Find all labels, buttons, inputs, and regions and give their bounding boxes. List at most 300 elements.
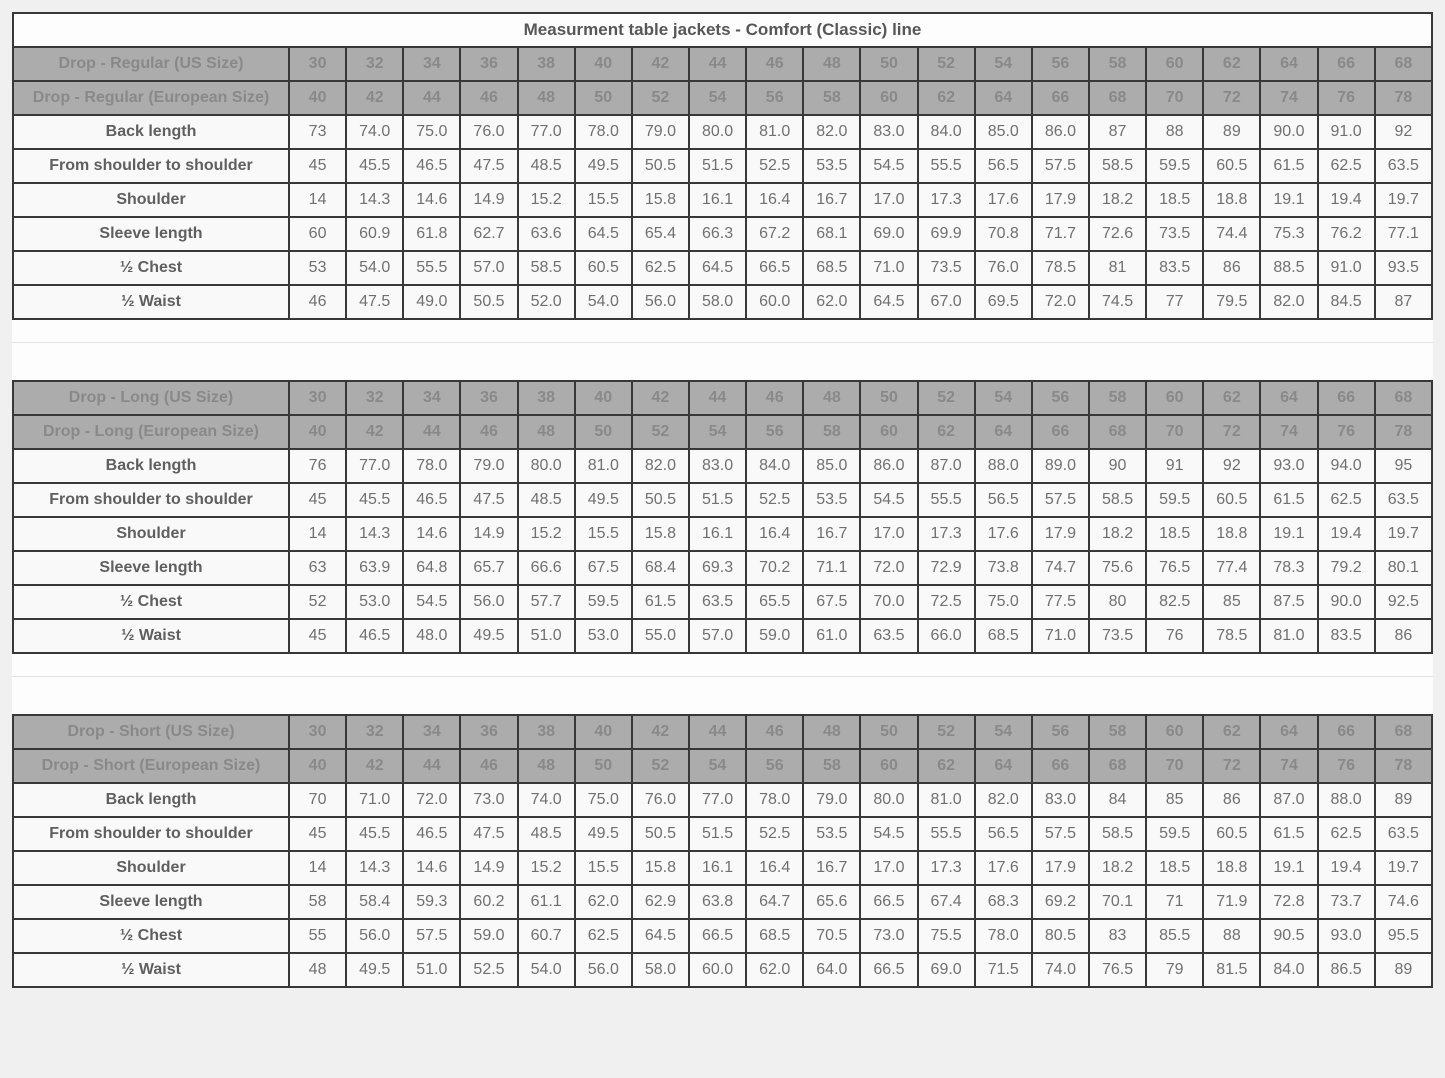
- measurement-value: 19.1: [1260, 851, 1317, 885]
- measurement-value: 45.5: [346, 483, 403, 517]
- measurement-value: 73.7: [1318, 885, 1375, 919]
- measurement-row: [13, 953, 1432, 987]
- us-size-cell: 46: [746, 715, 803, 749]
- eu-size-cell: 66: [1032, 81, 1089, 115]
- eu-size-cell: 56: [746, 415, 803, 449]
- measurement-row: [13, 885, 1432, 919]
- us-size-cell: 66: [1318, 715, 1375, 749]
- measurement-label: Sleeve length: [13, 551, 289, 585]
- measurement-value: 46.5: [403, 149, 460, 183]
- measurement-value: 86: [1375, 619, 1432, 653]
- measurement-value: 81: [1089, 251, 1146, 285]
- measurement-value: 51.5: [689, 817, 746, 851]
- measurement-value: 17.0: [860, 517, 917, 551]
- measurement-page: [12, 12, 1433, 988]
- measurement-value: 52.5: [746, 817, 803, 851]
- size-row-label: Drop - Long (US Size): [13, 381, 289, 415]
- eu-size-cell: 40: [289, 415, 346, 449]
- us-size-cell: 32: [346, 381, 403, 415]
- measurement-value: 91.0: [1318, 251, 1375, 285]
- measurement-value: 60.5: [1203, 817, 1260, 851]
- measurement-value: 67.4: [918, 885, 975, 919]
- us-size-cell: 50: [860, 715, 917, 749]
- eu-size-cell: 64: [975, 415, 1032, 449]
- measurement-value: 92: [1375, 115, 1432, 149]
- section-body-long: [13, 381, 1432, 653]
- measurement-value: 90.5: [1260, 919, 1317, 953]
- measurement-value: 77.1: [1375, 217, 1432, 251]
- measurement-value: 76.5: [1089, 953, 1146, 987]
- measurement-value: 57.5: [1032, 149, 1089, 183]
- measurement-value: 72.0: [403, 783, 460, 817]
- eu-size-cell: 52: [632, 749, 689, 783]
- measurement-value: 61.1: [518, 885, 575, 919]
- measurement-value: 18.8: [1203, 517, 1260, 551]
- us-size-cell: 42: [632, 715, 689, 749]
- measurement-value: 63: [289, 551, 346, 585]
- measurement-value: 19.7: [1375, 851, 1432, 885]
- measurement-row: [13, 149, 1432, 183]
- measurement-value: 66.5: [746, 251, 803, 285]
- measurement-value: 87: [1375, 285, 1432, 319]
- measurement-value: 74.4: [1203, 217, 1260, 251]
- us-size-cell: 64: [1260, 47, 1317, 81]
- measurement-value: 47.5: [346, 285, 403, 319]
- section-table-regular: [12, 12, 1433, 320]
- measurement-value: 69.0: [918, 953, 975, 987]
- measurement-value: 19.4: [1318, 517, 1375, 551]
- us-size-cell: 66: [1318, 47, 1375, 81]
- measurement-value: 80.0: [860, 783, 917, 817]
- section-body-regular: [13, 47, 1432, 319]
- measurement-row: [13, 449, 1432, 483]
- us-size-cell: 40: [575, 47, 632, 81]
- measurement-value: 58.5: [518, 251, 575, 285]
- measurement-value: 14.6: [403, 183, 460, 217]
- measurement-value: 78.5: [1203, 619, 1260, 653]
- measurement-value: 17.3: [918, 517, 975, 551]
- measurement-value: 71.9: [1203, 885, 1260, 919]
- us-size-cell: 34: [403, 381, 460, 415]
- measurement-value: 18.5: [1146, 517, 1203, 551]
- measurement-value: 53.0: [346, 585, 403, 619]
- us-size-cell: 64: [1260, 381, 1317, 415]
- measurement-value: 46: [289, 285, 346, 319]
- measurement-value: 80.0: [689, 115, 746, 149]
- measurement-value: 72.6: [1089, 217, 1146, 251]
- measurement-value: 17.6: [975, 517, 1032, 551]
- eu-size-cell: 50: [575, 81, 632, 115]
- measurement-value: 75.0: [403, 115, 460, 149]
- measurement-value: 51.5: [689, 483, 746, 517]
- eu-size-cell: 50: [575, 415, 632, 449]
- us-size-cell: 38: [518, 381, 575, 415]
- measurement-value: 17.9: [1032, 183, 1089, 217]
- eu-size-cell: 48: [518, 749, 575, 783]
- measurement-value: 66.0: [918, 619, 975, 653]
- measurement-value: 19.1: [1260, 183, 1317, 217]
- measurement-value: 57.7: [518, 585, 575, 619]
- measurement-value: 71.7: [1032, 217, 1089, 251]
- measurement-value: 76: [1146, 619, 1203, 653]
- measurement-value: 63.5: [1375, 817, 1432, 851]
- measurement-label: Back length: [13, 449, 289, 483]
- measurement-value: 56.0: [632, 285, 689, 319]
- measurement-value: 48.5: [518, 149, 575, 183]
- measurement-value: 16.4: [746, 851, 803, 885]
- measurement-value: 88: [1146, 115, 1203, 149]
- measurement-value: 55.5: [918, 149, 975, 183]
- us-size-cell: 44: [689, 715, 746, 749]
- measurement-value: 60.9: [346, 217, 403, 251]
- measurement-value: 68.1: [803, 217, 860, 251]
- measurement-value: 85.0: [975, 115, 1032, 149]
- eu-size-cell: 42: [346, 81, 403, 115]
- measurement-value: 62.0: [746, 953, 803, 987]
- measurement-value: 76.0: [460, 115, 517, 149]
- measurement-value: 54.5: [860, 149, 917, 183]
- measurement-value: 16.7: [803, 183, 860, 217]
- measurement-value: 71.0: [1032, 619, 1089, 653]
- us-size-cell: 34: [403, 715, 460, 749]
- measurement-value: 80.1: [1375, 551, 1432, 585]
- eu-size-cell: 42: [346, 415, 403, 449]
- measurement-value: 50.5: [460, 285, 517, 319]
- us-size-cell: 56: [1032, 381, 1089, 415]
- measurement-value: 61.5: [1260, 483, 1317, 517]
- section-table-short: [12, 714, 1433, 988]
- us-size-cell: 64: [1260, 715, 1317, 749]
- measurement-value: 50.5: [632, 817, 689, 851]
- eu-size-cell: 56: [746, 81, 803, 115]
- measurement-value: 58.5: [1089, 483, 1146, 517]
- measurement-value: 17.9: [1032, 517, 1089, 551]
- measurement-label: From shoulder to shoulder: [13, 483, 289, 517]
- us-size-cell: 36: [460, 47, 517, 81]
- eu-size-cell: 42: [346, 749, 403, 783]
- us-size-cell: 56: [1032, 715, 1089, 749]
- eu-size-cell: 68: [1089, 81, 1146, 115]
- measurement-value: 76.2: [1318, 217, 1375, 251]
- measurement-value: 49.5: [346, 953, 403, 987]
- measurement-label: From shoulder to shoulder: [13, 817, 289, 851]
- measurement-row: [13, 585, 1432, 619]
- measurement-value: 14.9: [460, 183, 517, 217]
- measurement-value: 49.5: [460, 619, 517, 653]
- measurement-value: 63.5: [860, 619, 917, 653]
- measurement-value: 48.5: [518, 817, 575, 851]
- measurement-value: 59.5: [1146, 149, 1203, 183]
- measurement-value: 17.0: [860, 851, 917, 885]
- measurement-value: 81.5: [1203, 953, 1260, 987]
- us-size-cell: 44: [689, 381, 746, 415]
- us-size-cell: 42: [632, 381, 689, 415]
- eu-size-cell: 78: [1375, 81, 1432, 115]
- eu-size-cell: 60: [860, 415, 917, 449]
- measurement-row: [13, 115, 1432, 149]
- measurement-value: 18.2: [1089, 517, 1146, 551]
- measurement-value: 49.5: [575, 817, 632, 851]
- measurement-value: 55.5: [918, 817, 975, 851]
- measurement-value: 74.7: [1032, 551, 1089, 585]
- measurement-value: 19.1: [1260, 517, 1317, 551]
- measurement-value: 17.3: [918, 851, 975, 885]
- measurement-row: [13, 285, 1432, 319]
- us-size-cell: 50: [860, 47, 917, 81]
- eu-size-cell: 60: [860, 749, 917, 783]
- measurement-value: 84.0: [918, 115, 975, 149]
- eu-size-cell: 44: [403, 415, 460, 449]
- us-size-cell: 68: [1375, 715, 1432, 749]
- measurement-value: 59.5: [1146, 483, 1203, 517]
- measurement-value: 50.5: [632, 149, 689, 183]
- eu-size-cell: 52: [632, 415, 689, 449]
- measurement-value: 75.0: [575, 783, 632, 817]
- eu-size-cell: 72: [1203, 415, 1260, 449]
- measurement-value: 86.0: [1032, 115, 1089, 149]
- measurement-value: 63.5: [1375, 149, 1432, 183]
- eu-size-cell: 58: [803, 749, 860, 783]
- measurement-value: 60: [289, 217, 346, 251]
- measurement-value: 76: [289, 449, 346, 483]
- measurement-value: 71.1: [803, 551, 860, 585]
- measurement-value: 89: [1375, 783, 1432, 817]
- measurement-value: 67.5: [575, 551, 632, 585]
- measurement-value: 45.5: [346, 149, 403, 183]
- measurement-value: 68.3: [975, 885, 1032, 919]
- measurement-value: 86.5: [1318, 953, 1375, 987]
- measurement-value: 77.4: [1203, 551, 1260, 585]
- measurement-value: 84.0: [746, 449, 803, 483]
- measurement-value: 18.5: [1146, 851, 1203, 885]
- eu-size-cell: 54: [689, 81, 746, 115]
- measurement-value: 16.4: [746, 183, 803, 217]
- measurement-value: 80: [1089, 585, 1146, 619]
- eu-size-cell: 68: [1089, 415, 1146, 449]
- us-size-cell: 48: [803, 715, 860, 749]
- measurement-value: 15.8: [632, 851, 689, 885]
- measurement-value: 62.7: [460, 217, 517, 251]
- measurement-value: 56.0: [460, 585, 517, 619]
- us-size-cell: 44: [689, 47, 746, 81]
- measurement-value: 83.0: [1032, 783, 1089, 817]
- us-size-cell: 52: [918, 715, 975, 749]
- measurement-value: 93.0: [1318, 919, 1375, 953]
- measurement-value: 71.0: [346, 783, 403, 817]
- measurement-value: 63.9: [346, 551, 403, 585]
- us-size-cell: 48: [803, 381, 860, 415]
- measurement-value: 14.6: [403, 851, 460, 885]
- measurement-row: [13, 551, 1432, 585]
- measurement-value: 62.5: [575, 919, 632, 953]
- measurement-value: 57.5: [1032, 817, 1089, 851]
- measurement-label: Sleeve length: [13, 217, 289, 251]
- eu-size-header-row: [13, 81, 1432, 115]
- measurement-value: 75.6: [1089, 551, 1146, 585]
- measurement-value: 48.0: [403, 619, 460, 653]
- measurement-value: 69.5: [975, 285, 1032, 319]
- measurement-value: 64.8: [403, 551, 460, 585]
- measurement-value: 61.5: [1260, 149, 1317, 183]
- us-size-cell: 62: [1203, 715, 1260, 749]
- measurement-row: [13, 517, 1432, 551]
- measurement-value: 14: [289, 183, 346, 217]
- measurement-value: 53: [289, 251, 346, 285]
- measurement-value: 14.9: [460, 851, 517, 885]
- measurement-value: 16.1: [689, 517, 746, 551]
- measurement-value: 85: [1203, 585, 1260, 619]
- measurement-value: 60.5: [1203, 483, 1260, 517]
- us-size-cell: 56: [1032, 47, 1089, 81]
- measurement-value: 91.0: [1318, 115, 1375, 149]
- measurement-value: 80.0: [518, 449, 575, 483]
- eu-size-cell: 66: [1032, 415, 1089, 449]
- measurement-value: 69.9: [918, 217, 975, 251]
- measurement-value: 53.5: [803, 483, 860, 517]
- measurement-value: 73.8: [975, 551, 1032, 585]
- eu-size-cell: 70: [1146, 415, 1203, 449]
- measurement-value: 70: [289, 783, 346, 817]
- measurement-value: 57.5: [403, 919, 460, 953]
- measurement-value: 79.0: [460, 449, 517, 483]
- measurement-value: 65.7: [460, 551, 517, 585]
- us-size-cell: 52: [918, 47, 975, 81]
- size-row-label: Drop - Regular (European Size): [13, 81, 289, 115]
- eu-size-cell: 64: [975, 749, 1032, 783]
- measurement-value: 77.0: [518, 115, 575, 149]
- measurement-value: 81.0: [918, 783, 975, 817]
- measurement-value: 92: [1203, 449, 1260, 483]
- eu-size-cell: 58: [803, 415, 860, 449]
- eu-size-cell: 54: [689, 749, 746, 783]
- measurement-value: 16.7: [803, 517, 860, 551]
- measurement-value: 66.5: [689, 919, 746, 953]
- measurement-value: 18.8: [1203, 851, 1260, 885]
- measurement-value: 57.0: [689, 619, 746, 653]
- measurement-value: 61.8: [403, 217, 460, 251]
- measurement-value: 83.0: [860, 115, 917, 149]
- measurement-value: 74.0: [346, 115, 403, 149]
- measurement-value: 59.3: [403, 885, 460, 919]
- measurement-value: 72.5: [918, 585, 975, 619]
- eu-size-cell: 78: [1375, 415, 1432, 449]
- measurement-value: 76.0: [632, 783, 689, 817]
- measurement-value: 57.0: [460, 251, 517, 285]
- measurement-value: 70.5: [803, 919, 860, 953]
- measurement-value: 17.3: [918, 183, 975, 217]
- measurement-value: 65.4: [632, 217, 689, 251]
- measurement-value: 55.0: [632, 619, 689, 653]
- measurement-value: 49.5: [575, 149, 632, 183]
- measurement-value: 46.5: [403, 817, 460, 851]
- measurement-row: [13, 851, 1432, 885]
- measurement-value: 89: [1203, 115, 1260, 149]
- measurement-value: 64.5: [575, 217, 632, 251]
- measurement-value: 60.0: [689, 953, 746, 987]
- us-size-cell: 32: [346, 47, 403, 81]
- measurement-label: Back length: [13, 115, 289, 149]
- measurement-value: 15.2: [518, 851, 575, 885]
- measurement-value: 46.5: [403, 483, 460, 517]
- eu-size-cell: 76: [1318, 81, 1375, 115]
- measurement-label: ½ Waist: [13, 285, 289, 319]
- measurement-value: 76.0: [975, 251, 1032, 285]
- us-size-cell: 58: [1089, 47, 1146, 81]
- measurement-value: 47.5: [460, 483, 517, 517]
- measurement-value: 83: [1089, 919, 1146, 953]
- measurement-value: 16.7: [803, 851, 860, 885]
- eu-size-cell: 58: [803, 81, 860, 115]
- measurement-value: 82.0: [632, 449, 689, 483]
- measurement-value: 92.5: [1375, 585, 1432, 619]
- measurement-value: 75.5: [918, 919, 975, 953]
- measurement-value: 95: [1375, 449, 1432, 483]
- measurement-value: 78.5: [1032, 251, 1089, 285]
- measurement-row: [13, 183, 1432, 217]
- measurement-value: 59.0: [746, 619, 803, 653]
- measurement-value: 78.3: [1260, 551, 1317, 585]
- measurement-value: 53.0: [575, 619, 632, 653]
- measurement-value: 93.5: [1375, 251, 1432, 285]
- measurement-value: 45: [289, 817, 346, 851]
- measurement-value: 14.3: [346, 851, 403, 885]
- size-row-label: Drop - Short (US Size): [13, 715, 289, 749]
- measurement-row: [13, 817, 1432, 851]
- measurement-value: 89.0: [1032, 449, 1089, 483]
- gap-divider: [12, 654, 1433, 677]
- eu-size-cell: 50: [575, 749, 632, 783]
- measurement-value: 79.0: [803, 783, 860, 817]
- eu-size-cell: 64: [975, 81, 1032, 115]
- us-size-cell: 40: [575, 381, 632, 415]
- us-size-cell: 46: [746, 381, 803, 415]
- measurement-value: 58.0: [689, 285, 746, 319]
- measurement-value: 62.5: [1318, 149, 1375, 183]
- eu-size-cell: 46: [460, 749, 517, 783]
- measurement-value: 66.5: [860, 885, 917, 919]
- measurement-value: 81.0: [1260, 619, 1317, 653]
- measurement-value: 77.0: [346, 449, 403, 483]
- section-gap: [12, 654, 1433, 714]
- measurement-value: 85.5: [1146, 919, 1203, 953]
- measurement-value: 72.8: [1260, 885, 1317, 919]
- gap-space: [12, 677, 1433, 714]
- measurement-value: 15.2: [518, 183, 575, 217]
- us-size-cell: 58: [1089, 381, 1146, 415]
- measurement-value: 56.5: [975, 817, 1032, 851]
- measurement-value: 63.8: [689, 885, 746, 919]
- measurement-value: 73.5: [918, 251, 975, 285]
- measurement-value: 59.5: [1146, 817, 1203, 851]
- measurement-value: 63.5: [1375, 483, 1432, 517]
- measurement-value: 54.5: [860, 817, 917, 851]
- measurement-row: [13, 783, 1432, 817]
- measurement-label: ½ Chest: [13, 919, 289, 953]
- measurement-value: 60.0: [746, 285, 803, 319]
- eu-size-cell: 46: [460, 415, 517, 449]
- measurement-label: Sleeve length: [13, 885, 289, 919]
- measurement-value: 14: [289, 517, 346, 551]
- eu-size-cell: 68: [1089, 749, 1146, 783]
- eu-size-cell: 60: [860, 81, 917, 115]
- measurement-value: 60.7: [518, 919, 575, 953]
- us-size-cell: 38: [518, 715, 575, 749]
- gap-divider: [12, 320, 1433, 343]
- eu-size-cell: 72: [1203, 81, 1260, 115]
- measurement-value: 78.0: [575, 115, 632, 149]
- measurement-value: 64.7: [746, 885, 803, 919]
- measurement-value: 67.5: [803, 585, 860, 619]
